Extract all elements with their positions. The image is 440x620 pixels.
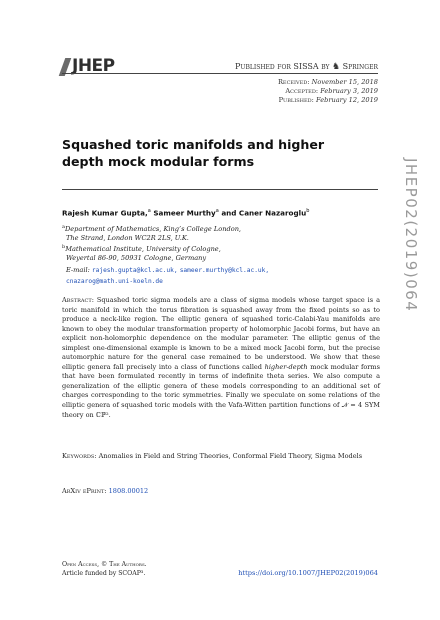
affiliation-a: $^a$Department of Mathematics, King’s College London, The Strand, London WC2R 2LS, U.K. bbox=[62, 224, 242, 243]
logo-text: JHEP bbox=[72, 56, 115, 76]
published-date: Published: February 12, 2019 bbox=[278, 96, 378, 105]
title-rule bbox=[62, 189, 378, 190]
published-for-line bbox=[235, 62, 378, 72]
open-access-text: Open Access, © The Authors. bbox=[62, 561, 147, 568]
keywords bbox=[62, 452, 380, 462]
springer-horse-icon: ♞ bbox=[332, 62, 341, 72]
publisher-name: Springer bbox=[342, 62, 378, 71]
keywords-text: Anomalies in Field and String Theories, Conformal Field Theory, Sigma Models bbox=[98, 452, 363, 460]
author-affil-mark: a bbox=[215, 208, 219, 214]
received-date: Received: November 15, 2018 bbox=[277, 78, 378, 86]
email-block bbox=[66, 265, 269, 287]
journal-logo bbox=[62, 56, 126, 78]
affiliation-b: $^b$Mathematical Institute, University of Cologne, Weyertal 86-90, 50931 Cologne, Germany bbox=[62, 244, 221, 263]
author-list bbox=[62, 208, 309, 217]
arxiv-label: ArXiv ePrint: bbox=[62, 487, 107, 495]
email-link-gupta[interactable]: rajesh.gupta@kcl.ac.uk, bbox=[91, 267, 178, 274]
abstract-text-a: Squashed toric sigma models are a class of sigma models whose target space is a toric manifold in which the torus fibration is squashed away from the fixed points so as to produce a neck-like region. The elliptic genera of squashed toric-Calabi-Yau manifolds are known to obey the modular transformation property of holomorphic Jacobi forms, but have an explicit non-holomorphic dependence on the modular parameter. The elliptic genus of the simplest one-dimensional example is known to be a mixed mock Jacobi form, but the precise automorphic nature for the general case remained to be understood. We show that these elliptic genera fall precisely into a class of functions called bbox=[62, 296, 380, 371]
doi-link[interactable]: https://doi.org/10.1007/JHEP02(2019)064 bbox=[238, 569, 378, 577]
publication-dates bbox=[278, 78, 378, 106]
email-label: E-mail: bbox=[66, 266, 90, 274]
abstract-emphasis: higher-depth bbox=[264, 362, 308, 371]
side-article-id: JHEP02(2019)064 bbox=[402, 158, 420, 313]
header-rule bbox=[62, 73, 378, 74]
abstract-label: Abstract: bbox=[62, 296, 94, 304]
abstract bbox=[62, 296, 380, 420]
footer-license bbox=[62, 560, 147, 578]
keywords-label: Keywords: bbox=[62, 452, 97, 460]
email-link-nazaroglu[interactable]: cnazarog@math.uni-koeln.de bbox=[66, 278, 163, 285]
author-name: Sameer Murthy bbox=[153, 208, 216, 218]
abstract-text-b: mock modular forms that have been formulated recently in terms of indefinite theta series. We also compute a generalization of the elliptic genera of these models corresponding to an additional set of charges corresponding to the toric symmetries. Finally we speculate on some relations of the elliptic genera of squashed toric models with the Vafa-Witten partition functions of 𝒩 = 4 SYM theory on ℂℙ². bbox=[62, 362, 381, 419]
email-link-murthy[interactable]: sameer.murthy@kcl.ac.uk, bbox=[179, 267, 270, 274]
arxiv-eprint bbox=[62, 487, 148, 495]
author-name: and Caner Nazaroglu bbox=[221, 208, 307, 218]
funding-text: Article funded by SCOAP³. bbox=[62, 570, 146, 577]
accepted-date: Accepted: February 3, 2019 bbox=[285, 87, 378, 96]
published-for-text: Published for SISSA by bbox=[235, 62, 330, 71]
author-name: Rajesh Kumar Gupta, bbox=[62, 208, 148, 218]
arxiv-link[interactable]: 1808.00012 bbox=[108, 487, 149, 495]
author-affil-mark: b bbox=[306, 208, 310, 214]
paper-title: Squashed toric manifolds and higher depth mock modular forms bbox=[62, 137, 325, 169]
author-affil-mark: a bbox=[147, 208, 151, 214]
